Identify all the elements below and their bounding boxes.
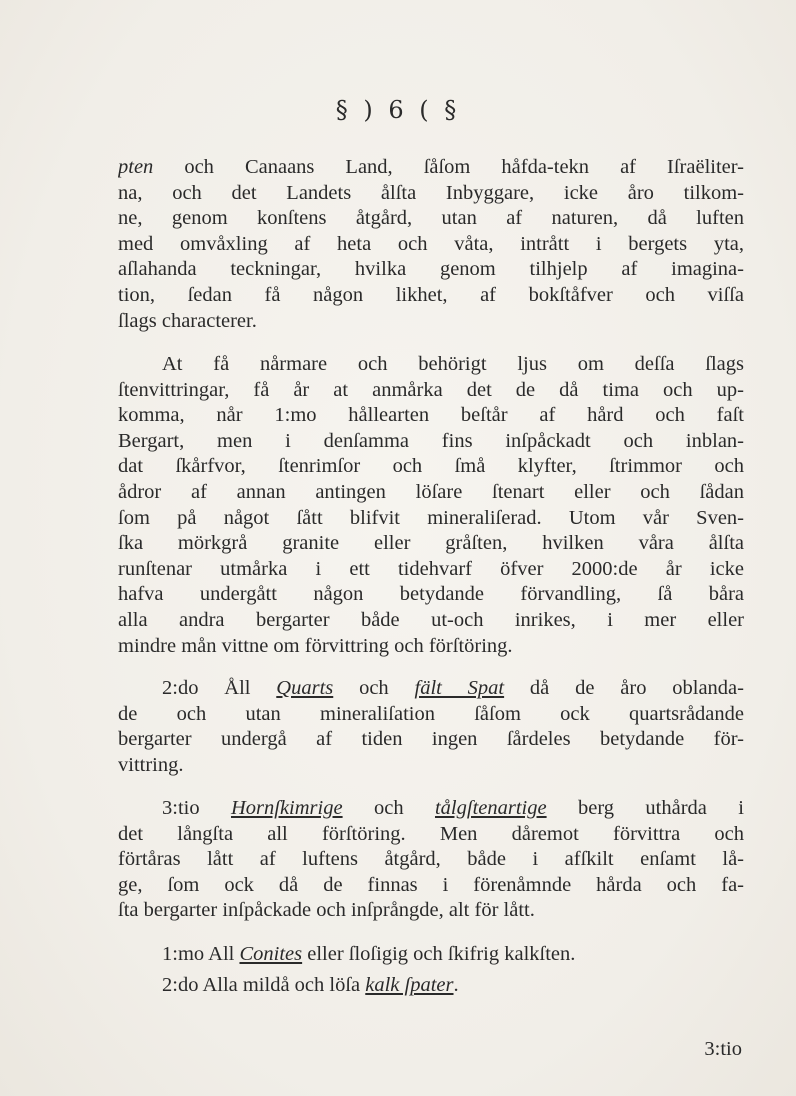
term-hornskimrige: Hornſkimrige [230, 797, 343, 819]
term-falt-spat: fält Spat [414, 677, 505, 699]
text-line: 2:do Alla mildå och löſa kalk ſpater. [162, 974, 459, 996]
term-conites: Conites [239, 943, 303, 965]
text-line: 3:tio Hornſkimrige och tålgſtenartige berg uthårda i [162, 797, 744, 819]
catch-fragment: pten [118, 156, 154, 178]
text-line: bergarter undergå af tiden ingen ſårdeles betydande för- [118, 728, 744, 751]
text-line: hafva undergått någon betydande förvandling, ſå båra [118, 583, 744, 606]
text-line: dat ſkårfvor, ſtenrimſor och ſmå klyfter, ſtrimmor och [118, 455, 744, 478]
catchword: 3:tio [704, 1038, 742, 1060]
paragraph-1 [118, 155, 744, 334]
paragraph-3 [118, 676, 744, 778]
text-line: tion, ſedan få någon likhet, af bokſtåfver och viſſa [118, 283, 744, 306]
text-line: ådror af annan antingen löſare ſtenart eller och ſådan [118, 480, 744, 503]
text-line: ſlags characterer. [118, 309, 257, 332]
text-line: vittring. [118, 753, 184, 776]
text-line: de och utan mineraliſation ſåſom ock quartsrådande [118, 702, 744, 725]
text-line: ſtenvittringar, få år at anmårka det de då tima och up- [118, 378, 744, 401]
text-line: med omvåxling af heta och våta, intrått i bergets yta, [118, 232, 744, 255]
page-header: § ) 6 ( § [335, 96, 461, 124]
paragraph-4 [118, 796, 744, 924]
term-quarts: Quarts [276, 677, 334, 699]
text-line: alla andra bergarter både ut-och inrikes, i mer eller [118, 608, 744, 631]
text-line: ſom på något ſått blifvit mineraliſerad. Utom vår Sven- [118, 506, 744, 529]
text-line: 2:do Åll Quarts och fält Spat då de åro oblanda- [162, 677, 744, 699]
text-line: pten och Canaans Land, ſåſom håfda-tekn af Iſraëliter- [118, 156, 744, 178]
text-line: komma, når 1:mo hållearten beſtår af hård och faſt [118, 404, 744, 427]
text-line: runſtenar utmårka i ett tidehvarf öfver 2000:de år icke [118, 557, 744, 580]
text-line: förtåras lått af luftens åtgård, både i afſkilt enſamt lå- [118, 848, 744, 871]
text-line: At få nårmare och behörigt ljus om deſſa ſlags [162, 353, 744, 375]
text-line: ge, ſom ock då de finnas i förenåmnde hårda och fa- [118, 873, 744, 896]
text-line: 1:mo All Conites eller ſloſigig och ſkifrig kalkſten. [162, 943, 576, 965]
text-line: ſka mörkgrå granite eller gråſten, hvilken våra ålſta [118, 532, 744, 555]
text-line: ſta bergarter inſpåckade och inſprångde, alt för lått. [118, 899, 535, 922]
term-talgstenartige: tålgſtenartige [434, 797, 547, 819]
text-line: mindre mån vittne om förvittring och förſtöring. [118, 634, 513, 657]
paragraph-6 [118, 973, 744, 999]
text-line: na, och det Landets ålſta Inbyggare, icke åro tilkom- [118, 181, 744, 204]
text-line: det långſta all förſtöring. Men dåremot förvittra och [118, 822, 744, 845]
paragraph-2 [118, 352, 744, 659]
text-line: aſlahanda teckningar, hvilka genom tilhjelp af imagina- [118, 258, 744, 281]
term-kalk-spater: kalk ſpater [365, 974, 454, 996]
text-line: ne, genom konſtens åtgård, utan af naturen, då luften [118, 207, 744, 230]
text-line: Bergart, men i denſamma fins inſpåckadt och inblan- [118, 429, 744, 452]
paragraph-5 [118, 942, 744, 968]
